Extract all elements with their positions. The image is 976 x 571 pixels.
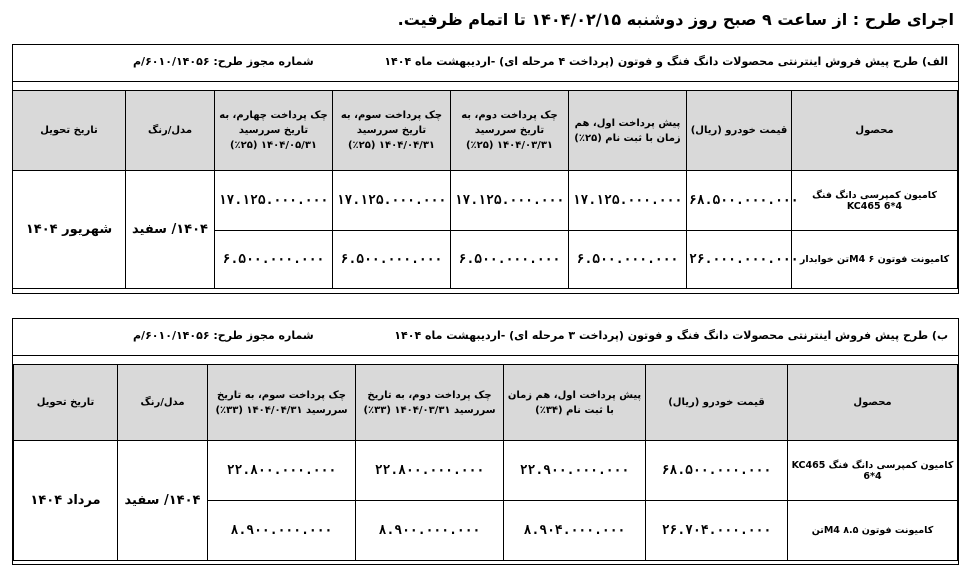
model-color: ۱۴۰۴/ سفید [118, 441, 208, 561]
col-header-check-2: چک پرداخت دوم، به تاریخ سررسید ۱۴۰۴/۰۳/۳۱ (۳۳٪) [356, 365, 504, 441]
col-header-price: قیمت خودرو (ریال) [687, 91, 792, 171]
plan-a-panel [12, 44, 959, 294]
prepayment-amount: ۲۲.۹۰۰.۰۰۰.۰۰۰ [504, 441, 646, 501]
check-4-amount: ۶.۵۰۰.۰۰۰.۰۰۰ [215, 231, 333, 289]
col-header-model: مدل/رنگ [126, 91, 215, 171]
col-header-price: قیمت خودرو (ریال) [646, 365, 788, 441]
check-2-amount: ۶.۵۰۰.۰۰۰.۰۰۰ [451, 231, 569, 289]
col-header-prepayment: پیش پرداخت اول، هم زمان با ثبت نام (۲۵٪) [569, 91, 687, 171]
vehicle-price: ۲۶.۰۰۰.۰۰۰.۰۰۰ [687, 231, 792, 289]
table-header-row [13, 91, 958, 171]
plan-a-header [13, 45, 958, 82]
check-4-amount: ۱۷.۱۲۵.۰۰۰.۰۰۰ [215, 171, 333, 231]
plan-b-header [13, 319, 958, 356]
check-2-amount: ۲۲.۸۰۰.۰۰۰.۰۰۰ [356, 441, 504, 501]
product-name: کامیونت فوتون M4 ۶تن خوابدار [792, 231, 958, 289]
col-header-check-3: چک پرداخت سوم، به تاریخ سررسید ۱۴۰۴/۰۴/۳۱ (۳۳٪) [208, 365, 356, 441]
col-header-check-3: چک پرداخت سوم، به تاریخ سررسید ۱۴۰۴/۰۴/۳۱ (۲۵٪) [333, 91, 451, 171]
col-header-delivery: تاریخ تحویل [14, 365, 118, 441]
prepayment-amount: ۶.۵۰۰.۰۰۰.۰۰۰ [569, 231, 687, 289]
model-color: ۱۴۰۴/ سفید [126, 171, 215, 289]
check-2-amount: ۸.۹۰۰.۰۰۰.۰۰۰ [356, 501, 504, 561]
plan-b-title: ب) طرح پیش فروش اینترنتی محصولات دانگ فنگ و فوتون (پرداخت ۳ مرحله ای) -اردیبهشت ماه ۱۴۰۴ [394, 329, 948, 342]
vehicle-price: ۶۸.۵۰۰.۰۰۰.۰۰۰ [687, 171, 792, 231]
plan-b-table [13, 364, 958, 561]
product-name: کامیون کمپرسی دانگ فنگ KC465 6*4 [788, 441, 958, 501]
plan-a-title: الف) طرح پیش فروش اینترنتی محصولات دانگ فنگ و فوتون (پرداخت ۴ مرحله ای) -اردیبهشت ماه ۱۴۰۴ [384, 55, 948, 68]
col-header-delivery: تاریخ تحویل [13, 91, 126, 171]
plan-a-table [12, 90, 958, 289]
delivery-date: شهریور ۱۴۰۴ [13, 171, 126, 289]
col-header-check-2: چک پرداخت دوم، به تاریخ سررسید ۱۴۰۴/۰۳/۳۱ (۲۵٪) [451, 91, 569, 171]
check-3-amount: ۸.۹۰۰.۰۰۰.۰۰۰ [208, 501, 356, 561]
page-headline: اجرای طرح : از ساعت ۹ صبح روز دوشنبه ۱۴۰۴/۰۲/۱۵ تا اتمام ظرفیت. [397, 10, 954, 29]
plan-b-panel [12, 318, 959, 565]
vehicle-price: ۶۸.۵۰۰.۰۰۰.۰۰۰ [646, 441, 788, 501]
col-header-check-4: چک پرداخت چهارم، به تاریخ سررسید ۱۴۰۴/۰۵/۳۱ (۲۵٪) [215, 91, 333, 171]
prepayment-amount: ۸.۹۰۴.۰۰۰.۰۰۰ [504, 501, 646, 561]
table-row [14, 441, 958, 501]
col-header-prepayment: پیش پرداخت اول، هم زمان با ثبت نام (۳۴٪) [504, 365, 646, 441]
prepayment-amount: ۱۷.۱۲۵.۰۰۰.۰۰۰ [569, 171, 687, 231]
table-header-row [14, 365, 958, 441]
check-2-amount: ۱۷.۱۲۵.۰۰۰.۰۰۰ [451, 171, 569, 231]
product-name: کامیونت فوتون M4 ۸.۵تن [788, 501, 958, 561]
delivery-date: مرداد ۱۴۰۴ [14, 441, 118, 561]
col-header-model: مدل/رنگ [118, 365, 208, 441]
col-header-product: محصول [792, 91, 958, 171]
table-row [13, 171, 958, 231]
check-3-amount: ۶.۵۰۰.۰۰۰.۰۰۰ [333, 231, 451, 289]
col-header-product: محصول [788, 365, 958, 441]
plan-a-permit-number: شماره مجوز طرح: ۶۰۱۰/۱۴۰۵۶/م [133, 55, 314, 68]
vehicle-price: ۲۶.۷۰۴.۰۰۰.۰۰۰ [646, 501, 788, 561]
plan-b-permit-number: شماره مجوز طرح: ۶۰۱۰/۱۴۰۵۶/م [133, 329, 314, 342]
check-3-amount: ۲۲.۸۰۰.۰۰۰.۰۰۰ [208, 441, 356, 501]
product-name: کامیون کمپرسی دانگ فنگ KC465 6*4 [792, 171, 958, 231]
check-3-amount: ۱۷.۱۲۵.۰۰۰.۰۰۰ [333, 171, 451, 231]
